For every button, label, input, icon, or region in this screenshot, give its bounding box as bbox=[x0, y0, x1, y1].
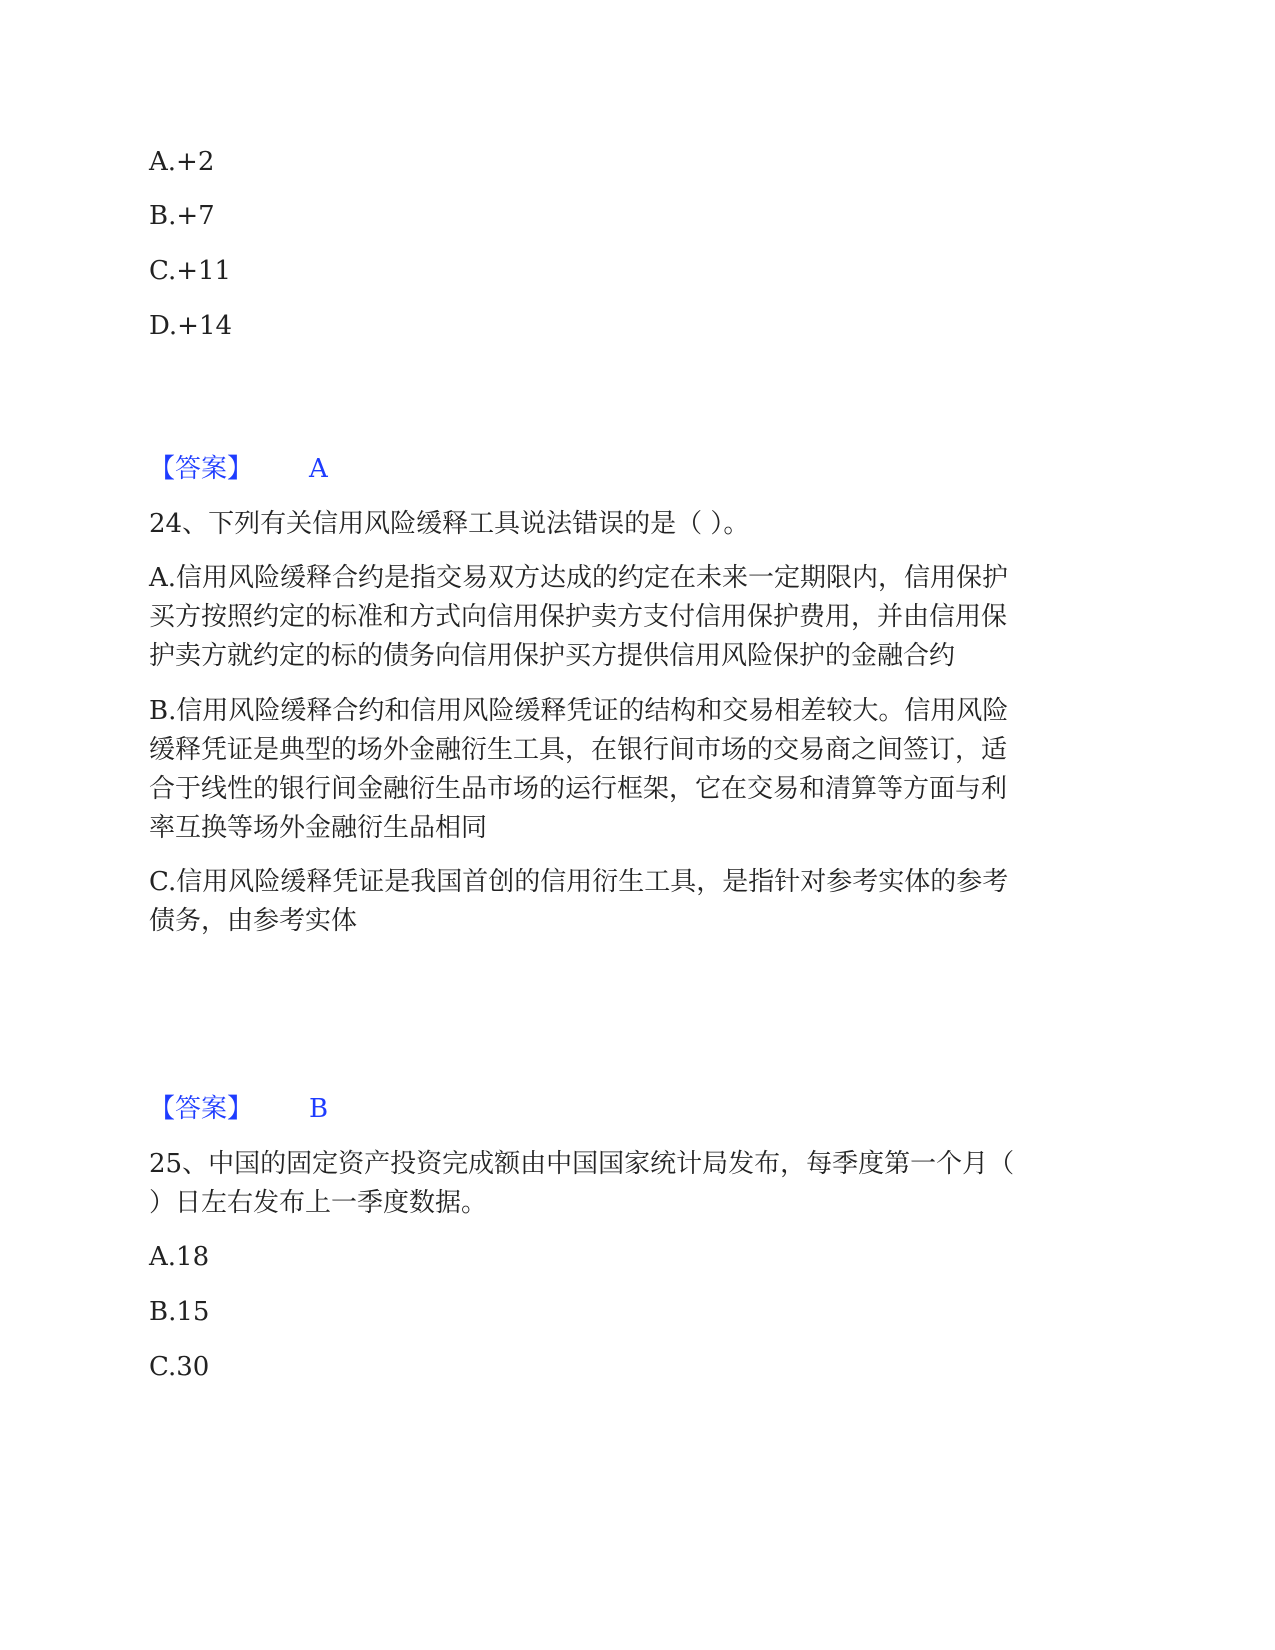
q24-option-b-line2: 缓释凭证是典型的场外金融衍生工具，在银行间市场的交易商之间签订，适 bbox=[149, 735, 1008, 765]
q23-option-c: C.+11 bbox=[149, 256, 232, 286]
q25-option-b: B.15 bbox=[149, 1297, 210, 1327]
q25-option-c: C.30 bbox=[149, 1352, 210, 1382]
q24-option-b-line3: 合于线性的银行间金融衍生品市场的运行框架，它在交易和清算等方面与利 bbox=[149, 774, 1008, 804]
q25-question-line2: ）日左右发布上一季度数据。 bbox=[149, 1188, 488, 1218]
answer-label: 【答案】 bbox=[149, 454, 254, 484]
answer-value: A bbox=[309, 454, 328, 484]
answer-label: 【答案】 bbox=[149, 1094, 254, 1124]
q24-option-c-line2: 债务，由参考实体 bbox=[149, 906, 358, 936]
q24-question: 24、下列有关信用风险缓释工具说法错误的是（ ）。 bbox=[149, 509, 750, 539]
q25-option-a: A.18 bbox=[149, 1242, 210, 1272]
q24-option-b-line1: B.信用风险缓释合约和信用风险缓释凭证的结构和交易相差较大。信用风险 bbox=[149, 696, 1009, 726]
q24-answer bbox=[149, 1089, 329, 1129]
q23-answer bbox=[149, 449, 328, 489]
q23-option-d: D.+14 bbox=[149, 311, 233, 341]
answer-value: B bbox=[309, 1094, 329, 1124]
q24-option-c-line1: C.信用风险缓释凭证是我国首创的信用衍生工具，是指针对参考实体的参考 bbox=[149, 867, 1009, 897]
q23-option-b: B.+7 bbox=[149, 201, 215, 231]
q23-option-a: A.+2 bbox=[149, 147, 215, 177]
q24-option-a-line1: A.信用风险缓释合约是指交易双方达成的约定在未来一定期限内，信用保护 bbox=[149, 563, 1009, 593]
q25-question-line1: 25、中国的固定资产投资完成额由中国国家统计局发布，每季度第一个月（ bbox=[149, 1149, 1015, 1179]
q24-option-a-line2: 买方按照约定的标准和方式向信用保护卖方支付信用保护费用，并由信用保 bbox=[149, 602, 1008, 632]
q24-option-a-line3: 护卖方就约定的标的债务向信用保护买方提供信用风险保护的金融合约 bbox=[149, 641, 956, 671]
q24-option-b-line4: 率互换等场外金融衍生品相同 bbox=[149, 813, 488, 843]
